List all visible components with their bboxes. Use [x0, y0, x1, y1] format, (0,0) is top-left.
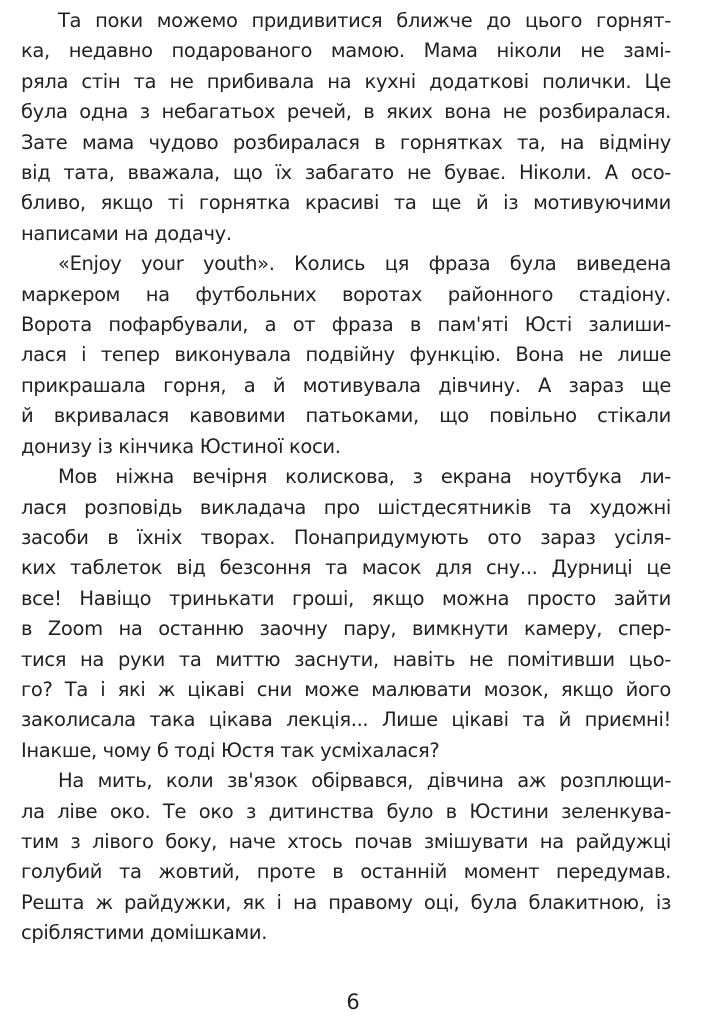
paragraph-1 — [21, 6, 671, 249]
text-line: голубий та жовтий, проте в останній момент передумав. — [21, 860, 671, 884]
text-line: була одна з небагатьох речей, в яких вона не розбиралася. — [21, 100, 671, 124]
text-line: Решта ж райдужки, як і на правому оці, була блакитною, із — [21, 890, 671, 914]
text-line: Мов ніжна вечірня колискова, з екрана ноутбука ли- — [58, 465, 671, 489]
text-line: ких таблеток від безсоння та масок для сну... Дурниці це — [21, 556, 671, 580]
text-line: Ворота пофарбували, а от фраза в пам'яті Юсті залиши- — [21, 313, 671, 337]
text-line: ряла стін та не прибивала на кухні додаткові полички. Це — [21, 69, 671, 93]
text-line: Інакше, чому б тоді Юстя так усміхалася? — [21, 738, 440, 762]
text-line: прикрашала горня, а й мотивувала дівчину. А зараз ще — [21, 373, 671, 397]
text-line: й вкривалася кавовими патьоками, що повільно стікали — [21, 404, 671, 428]
text-line: донизу із кінчика Юстиної коси. — [21, 434, 341, 458]
text-line: тися на руки та миттю заснути, навіть не помітивши цьо- — [21, 647, 671, 671]
text-line: написами на додачу. — [21, 221, 232, 245]
text-line: лася і тепер виконувала подвійну функцію. Вона не лише — [21, 343, 671, 367]
text-line: лася розповідь викладача про шістдесятників та художні — [21, 495, 671, 519]
text-line: все! Навіщо тринькати гроші, якщо можна просто зайти — [21, 586, 671, 610]
page-body — [21, 6, 671, 949]
paragraph-3 — [21, 462, 671, 766]
text-line: засоби в їхніх творах. Понапридумують ото зараз усіля- — [21, 525, 671, 549]
text-line: в Zoom на останню заочну пару, вимкнути камеру, спер- — [21, 617, 671, 641]
text-line: заколисала така цікава лекція... Лише цікаві та й приємні! — [21, 708, 671, 732]
text-line: Та поки можемо придивитися ближче до цього горнят- — [58, 9, 671, 32]
text-line: бливо, якщо ті горнятка красиві та ще й із мотивуючими — [21, 191, 671, 215]
text-line: «Enjoy your youth». Колись ця фраза була виведена — [58, 252, 671, 276]
text-line: На мить, коли зв'язок обірвався, дівчина аж розплющи- — [58, 769, 671, 793]
text-line: маркером на футбольних воротах районного стадіону. — [21, 282, 671, 306]
text-line: сріблястими домішками. — [21, 921, 268, 945]
page-number: 6 — [346, 990, 360, 1014]
text-line: ла ліве око. Те око з дитинства було в Юстини зеленкува- — [21, 799, 671, 823]
text-line: го? Та і які ж цікаві сни може малювати мозок, якщо його — [21, 677, 671, 701]
paragraph-2 — [21, 249, 671, 462]
paragraph-4 — [21, 766, 671, 948]
text-line: ка, недавно подарованого мамою. Мама ніколи не замі- — [21, 39, 671, 63]
text-line: від тата, вважала, що їх забагато не буває. Ніколи. А осо- — [21, 161, 671, 185]
text-line: тим з лівого боку, наче хтось почав змішувати на райдужці — [21, 829, 671, 853]
text-line: Зате мама чудово розбиралася в горнятках та, на відміну — [21, 130, 671, 154]
